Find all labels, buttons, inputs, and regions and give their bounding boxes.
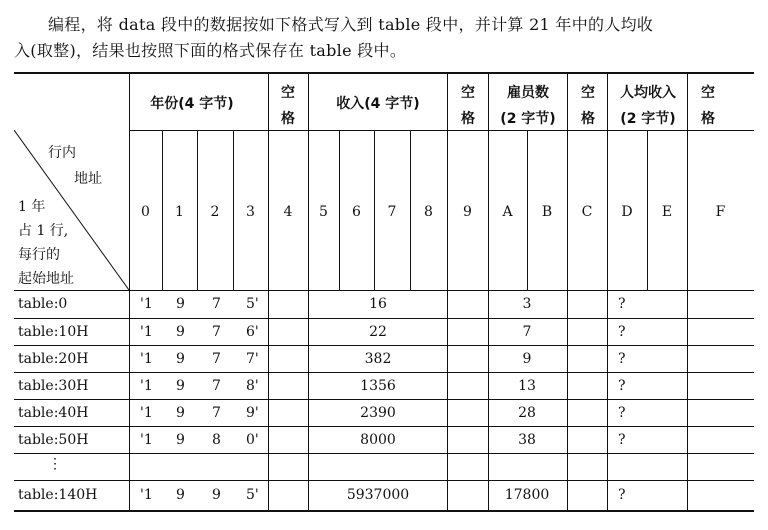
diag-label-row-inner: 行内	[48, 145, 76, 161]
year-digit: 5'	[246, 296, 259, 312]
rule-bottom	[14, 510, 754, 512]
offset-label: 5	[319, 204, 328, 220]
header-employees: 雇员数	[507, 85, 549, 101]
rule-row	[14, 426, 754, 427]
offset-label: E	[661, 204, 673, 220]
header-space-b: 格	[461, 111, 475, 127]
column-rule	[447, 72, 448, 510]
year-digit: 7'	[246, 351, 259, 367]
column-rule	[233, 130, 234, 290]
row-address: table:30H	[18, 378, 89, 394]
income-value: 22	[369, 324, 387, 340]
column-rule	[268, 72, 269, 510]
year-digit: 7	[212, 296, 221, 312]
year-digit: '1	[140, 378, 153, 394]
column-rule	[647, 130, 648, 290]
employee-count: 17800	[504, 487, 550, 503]
diag-label-start-addr: 起始地址	[18, 271, 74, 287]
year-digit: 0'	[246, 432, 259, 448]
year-digit: 5'	[246, 487, 259, 503]
offset-label: 3	[246, 204, 255, 220]
column-rule	[488, 72, 489, 510]
avg-income-value: ?	[618, 487, 626, 503]
rule-row	[14, 480, 754, 481]
offset-label: C	[581, 204, 593, 220]
diag-label-year: 1 年	[18, 199, 46, 215]
employee-count: 38	[518, 432, 536, 448]
year-digit: 9	[176, 324, 185, 340]
rule-row	[14, 345, 754, 346]
column-rule	[687, 72, 688, 510]
year-digit: 7	[212, 378, 221, 394]
header-space-b: 格	[701, 111, 715, 127]
year-digit: 7	[212, 324, 221, 340]
row-address: table:140H	[18, 487, 98, 503]
row-address: table:10H	[18, 324, 89, 340]
avg-income-value: ?	[618, 378, 626, 394]
offset-label: A	[502, 204, 513, 220]
avg-income-value: ?	[618, 324, 626, 340]
year-digit: 9	[176, 432, 185, 448]
column-rule	[527, 130, 528, 290]
year-digit: 9	[176, 405, 185, 421]
header-space-a: 空	[461, 85, 475, 101]
avg-income-value: ?	[618, 351, 626, 367]
offset-label: 1	[175, 204, 184, 220]
year-digit: 9	[176, 378, 185, 394]
offset-label: 8	[424, 204, 433, 220]
diag-label-address: 地址	[74, 171, 102, 187]
intro-line-2: 入(取整)，结果也按照下面的格式保存在 table 段中。	[14, 41, 407, 60]
header-space-a: 空	[581, 85, 595, 101]
header-income: 收入(4 字节)	[336, 96, 420, 112]
year-digit: 9'	[246, 405, 259, 421]
year-digit: 8	[212, 432, 221, 448]
employee-count: 7	[522, 324, 532, 340]
year-digit: '1	[140, 405, 153, 421]
ellipsis: ⋮	[48, 456, 62, 472]
offset-label: 0	[141, 204, 150, 220]
column-rule	[339, 130, 340, 290]
column-rule	[607, 72, 608, 510]
avg-income-value: ?	[618, 296, 626, 312]
income-value: 1356	[360, 378, 396, 394]
rule-top	[14, 72, 754, 74]
table-layout	[14, 72, 754, 512]
column-rule	[374, 130, 375, 290]
header-space-b: 格	[281, 111, 295, 127]
income-value: 5937000	[346, 487, 410, 503]
offset-label: 2	[210, 204, 220, 220]
header-avg: 人均收入	[620, 85, 676, 101]
row-address: table:50H	[18, 432, 89, 448]
offset-label: 4	[283, 204, 293, 220]
income-value: 382	[364, 351, 392, 367]
row-address: table:20H	[18, 351, 89, 367]
rule-header-bottom	[14, 290, 754, 291]
diag-label-one-row: 占 1 行,	[18, 223, 69, 239]
offset-label: 7	[387, 204, 397, 220]
intro-line-1: 编程，将 data 段中的数据按如下格式写入到 table 段中，并计算 21 年中的人均收	[48, 15, 654, 34]
column-rule	[197, 130, 198, 290]
year-digit: '1	[140, 487, 153, 503]
header-space-b: 格	[581, 111, 595, 127]
rule-row	[14, 318, 754, 319]
column-rule	[129, 72, 130, 510]
year-digit: 6'	[246, 324, 259, 340]
header-avg-size: (2 字节)	[620, 111, 676, 127]
year-digit: 9	[212, 487, 221, 503]
header-employees-size: (2 字节)	[500, 111, 556, 127]
employee-count: 28	[518, 405, 536, 421]
year-digit: '1	[140, 296, 153, 312]
header-space-a: 空	[701, 85, 715, 101]
offset-label: 9	[463, 204, 472, 220]
income-value: 2390	[360, 405, 396, 421]
offset-label: D	[621, 204, 633, 220]
rule-row	[14, 372, 754, 373]
year-digit: '1	[140, 351, 153, 367]
diag-label-each-row: 每行的	[18, 247, 60, 263]
column-rule	[410, 130, 411, 290]
year-digit: 8'	[246, 378, 259, 394]
row-address: table:40H	[18, 405, 89, 421]
employee-count: 13	[518, 378, 536, 394]
column-rule	[308, 72, 309, 510]
year-digit: 9	[176, 487, 185, 503]
rule-row	[14, 399, 754, 400]
year-digit: 7	[212, 405, 221, 421]
employee-count: 9	[522, 351, 532, 367]
header-year: 年份(4 字节)	[150, 96, 234, 112]
rule-row	[14, 453, 754, 454]
year-digit: 9	[176, 351, 185, 367]
year-digit: '1	[140, 432, 153, 448]
offset-label: 6	[352, 204, 361, 220]
rule-header-split	[129, 130, 754, 131]
year-digit: 7	[212, 351, 221, 367]
header-space-a: 空	[281, 85, 295, 101]
avg-income-value: ?	[618, 405, 626, 421]
employee-count: 3	[522, 296, 532, 312]
column-rule	[567, 72, 568, 510]
column-rule	[162, 130, 163, 290]
income-value: 8000	[360, 432, 396, 448]
year-digit: '1	[140, 324, 153, 340]
offset-label: F	[715, 204, 726, 220]
avg-income-value: ?	[618, 432, 626, 448]
offset-label: B	[541, 204, 553, 220]
income-value: 16	[369, 296, 387, 312]
row-address: table:0	[18, 296, 68, 312]
year-digit: 9	[176, 296, 185, 312]
